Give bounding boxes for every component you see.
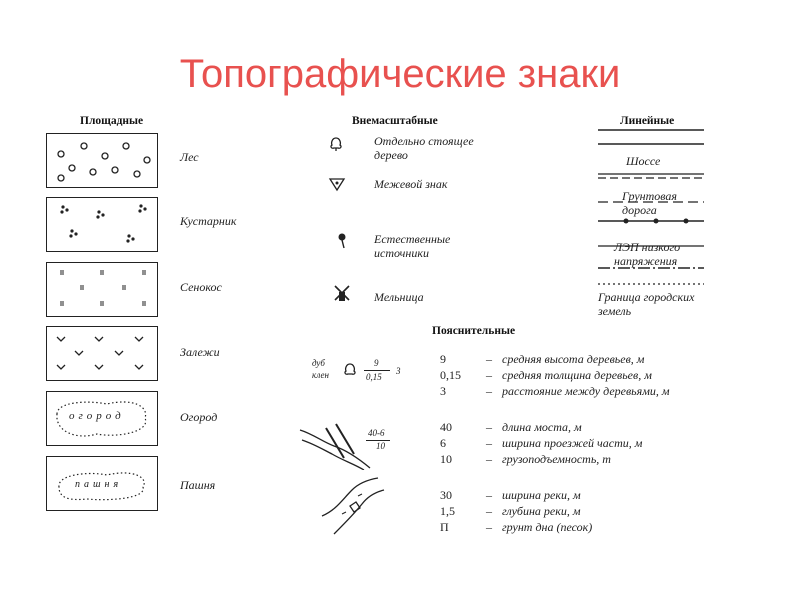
forest-symbol: [46, 133, 158, 188]
offscale-item-windmill: Мельница: [374, 290, 424, 304]
boundary-sign-icon: [328, 176, 346, 192]
linear-item-city-border: Граница городских земель: [598, 290, 695, 318]
arable-inner-text: пашня: [75, 479, 123, 490]
fallow-ticks-icon: [47, 327, 157, 380]
garden-inner-text: огород: [69, 410, 125, 422]
areal-label-garden: Огород: [180, 410, 218, 424]
fallow-symbol: [46, 326, 158, 381]
areal-label-shrub: Кустарник: [180, 214, 237, 228]
explanatory-list: 9 – средняя высота деревьев, м 0,15 – средняя толщина деревьев, м 3 – расстояние между деревьями, м 40 – длина моста, м 6 – ширина проезжей части, м 10 – грузоподъемность, т 30 – ширина реки, м 1,5 – глубина реки, м П – грунт дна (песок): [440, 352, 670, 534]
shrub-symbol: [46, 197, 158, 252]
linear-header: Линейные: [620, 115, 675, 127]
areal-label-hayfield: Сенокос: [180, 280, 222, 294]
arable-symbol: [46, 456, 158, 511]
forest-characteristic-sign: дуб клен 9 0,15 3: [312, 358, 401, 382]
windmill-icon: [332, 283, 352, 303]
linear-item-power-line: ЛЭП низкого напряжения: [614, 240, 681, 268]
offscale-item-spring: Естественные источники: [374, 232, 451, 260]
slide-title: Топографические знаки: [179, 52, 621, 96]
linear-item-highway: Шоссе: [626, 154, 661, 168]
hayfield-symbol: [46, 262, 158, 317]
areal-label-fallow: Залежи: [180, 345, 220, 359]
river-sign-icon: [318, 476, 388, 536]
tree-marker-icon: [326, 135, 346, 153]
areal-label-forest: Лес: [180, 150, 199, 164]
forest-tree-icon: [342, 362, 358, 378]
garden-symbol: [46, 391, 158, 446]
offscale-header: Внемасштабные: [352, 115, 438, 127]
shrub-dots-icon: [47, 198, 157, 251]
areal-label-arable: Пашня: [180, 478, 216, 492]
areal-header: Площадные: [80, 115, 144, 127]
hayfield-marks-icon: [47, 263, 157, 316]
spring-icon: [334, 231, 350, 251]
offscale-item-boundary: Межевой знак: [374, 177, 448, 191]
explanatory-header: Пояснительные: [432, 325, 516, 337]
forest-circles-icon: [47, 134, 157, 187]
offscale-item-tree: Отдельно стоящее дерево: [374, 134, 474, 162]
linear-item-dirt-road: Грунтовая дорога: [622, 189, 677, 217]
